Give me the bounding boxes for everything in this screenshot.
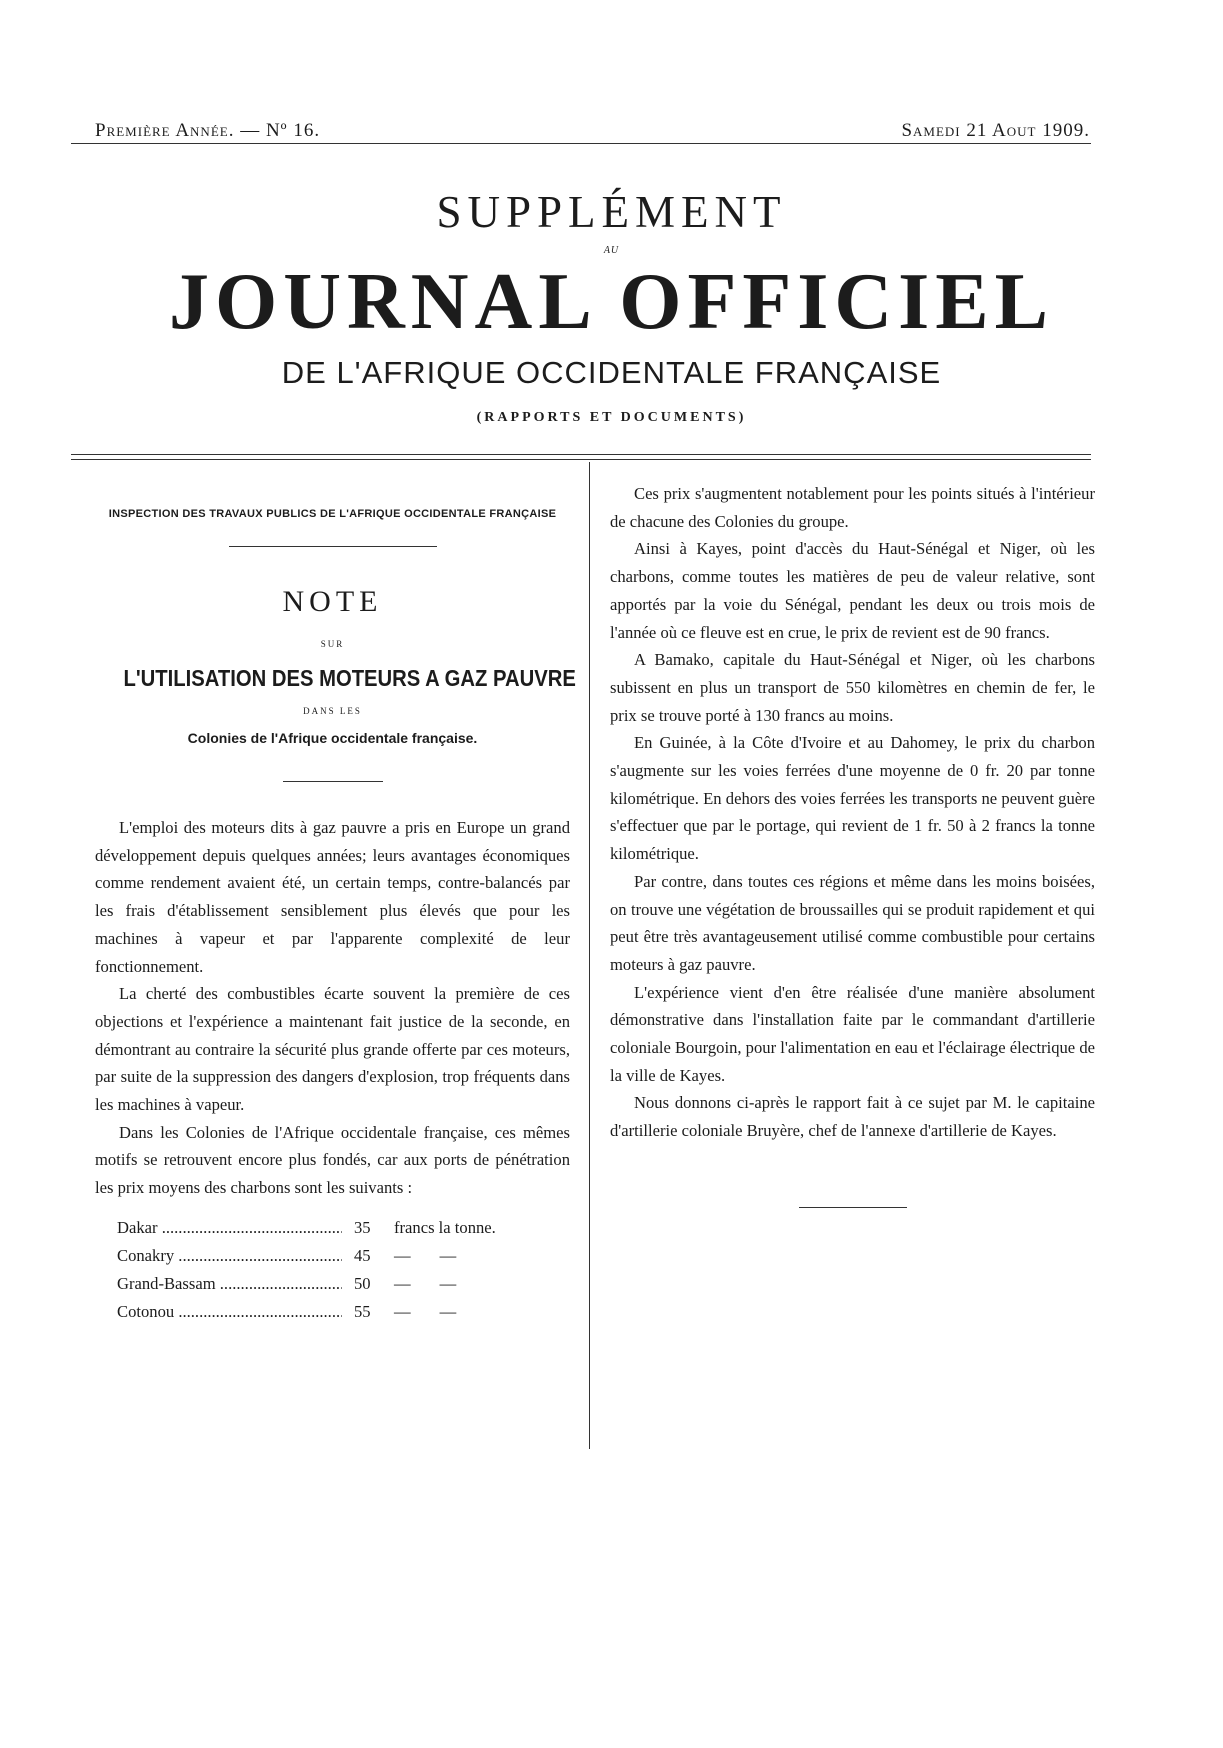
column-divider (589, 462, 590, 1449)
section-rule (229, 546, 437, 547)
paragraph: Ainsi à Kayes, point d'accès du Haut-Sénégal et Niger, où les charbons, comme toutes les matières de peu de valeur relative, sont apportés par la voie du Sénégal, pendant les deux ou trois mois de l'année où ce fleuve est en crue, le prix de revient est de 90 francs. (610, 539, 1095, 642)
rapports-label: (RAPPORTS ET DOCUMENTS) (476, 410, 747, 425)
price-value: 55 (354, 1301, 371, 1321)
paragraph: Par contre, dans toutes ces régions et même dans les moins boisées, on trouve une végétation de broussailles qui se produit rapidement et qui peut être très avantageusement utilisé comme combustible pour certains moteurs à gaz pauvre. (610, 871, 1095, 974)
right-body (610, 480, 1095, 1145)
paragraph: En Guinée, à la Côte d'Ivoire et au Dahomey, le prix du charbon s'augmente sur les voies ferrées d'une moyenne de 0 fr. 20 par tonne kilométrique. En dehors des voies ferrées les transports ne peuvent guère s'effectuer que par le portage, qui revient de 1 fr. 50 à 2 francs la tonne kilométrique. (610, 733, 1095, 864)
price-unit: francs la tonne. (394, 1217, 496, 1237)
price-unit: — — (394, 1273, 457, 1293)
paragraph: La cherté des combustibles écarte souvent la première de ces objections et l'expérience a maintenant fait justice de la seconde, en démontrant au contraire la sécurité plus grande offerte par ces moteurs, par suite de la suppression des dangers d'explosion, trop fréquents dans les machines à vapeur. (95, 984, 570, 1115)
price-row (117, 1298, 570, 1326)
coal-price-table (117, 1214, 570, 1326)
title-rule (283, 781, 383, 782)
dans-les-label: DANS LES (303, 706, 362, 716)
article-title: L'UTILISATION DES MOTEURS A GAZ PAUVRE (123, 665, 576, 691)
price-unit: — — (394, 1245, 457, 1265)
price-city: Cotonou ..... (117, 1298, 342, 1326)
article-subtitle: Colonies de l'Afrique occidentale française. (187, 730, 478, 746)
end-rule (799, 1207, 907, 1208)
au-label: AU (603, 245, 620, 256)
price-row (117, 1242, 570, 1270)
note-title: NOTE (282, 585, 383, 618)
issue-date: Samedi 21 Aout 1909. (901, 120, 1090, 141)
masthead-rule-top (71, 454, 1091, 455)
masthead-rule-bottom (71, 459, 1091, 460)
paragraph: Nous donnons ci-après le rapport fait à ce sujet par M. le capitaine d'artillerie coloniale Bruyère, chef de l'annexe d'artillerie de Kayes. (610, 1093, 1095, 1141)
paragraph: L'emploi des moteurs dits à gaz pauvre a pris en Europe un grand développement depuis quelques années; leurs avantages économiques comme rendement avaient été, un certain temps, contre-balancés par les frais d'établissement sensiblement plus élevés que pour les machines à vapeur et par l'apparente complexité de leur fonctionnement. (95, 818, 570, 976)
journal-subtitle: DE L'AFRIQUE OCCIDENTALE FRANÇAISE (281, 355, 942, 390)
left-column (95, 490, 576, 1326)
journal-title: JOURNAL OFFICIEL (169, 258, 1054, 346)
price-city: Dakar ..... (117, 1214, 342, 1242)
supplement-title: SUPPLÉMENT (436, 187, 787, 237)
inspection-heading: INSPECTION DES TRAVAUX PUBLICS DE L'AFRIQUE OCCIDENTALE FRANÇAISE (108, 508, 557, 520)
right-column (610, 480, 1095, 1208)
header-rule (71, 143, 1091, 144)
price-row (117, 1214, 570, 1242)
price-row (117, 1270, 570, 1298)
paragraph: L'expérience vient d'en être réalisée d'une manière absolument démonstrative dans l'installation faite par le commandant d'artillerie coloniale Bourgoin, pour l'alimentation en eau et l'éclairage électrique de la ville de Kayes. (610, 982, 1095, 1085)
paragraph: Dans les Colonies de l'Afrique occidentale française, ces mêmes motifs se retrouvent encore plus fondés, car aux ports de pénétration les prix moyens des charbons sont les suivants : (95, 1122, 570, 1198)
price-city: Grand-Bassam ..... (117, 1270, 342, 1298)
price-value: 45 (354, 1245, 371, 1265)
price-unit: — — (394, 1301, 457, 1321)
left-body (95, 814, 570, 1202)
issue-number: Première Année. — Nº 16. (95, 120, 321, 141)
paragraph: A Bamako, capitale du Haut-Sénégal et Niger, où les charbons subissent en plus un transport de 550 kilomètres en chemin de fer, le prix se trouve porté à 130 francs au moins. (610, 650, 1095, 725)
price-city: Conakry ..... (117, 1242, 342, 1270)
price-value: 50 (354, 1273, 371, 1293)
issue-header (95, 120, 1090, 142)
paragraph: Ces prix s'augmentent notablement pour les points situés à l'intérieur de chacune des Colonies du groupe. (610, 484, 1095, 531)
price-value: 35 (354, 1217, 371, 1237)
sur-label: SUR (320, 639, 345, 649)
